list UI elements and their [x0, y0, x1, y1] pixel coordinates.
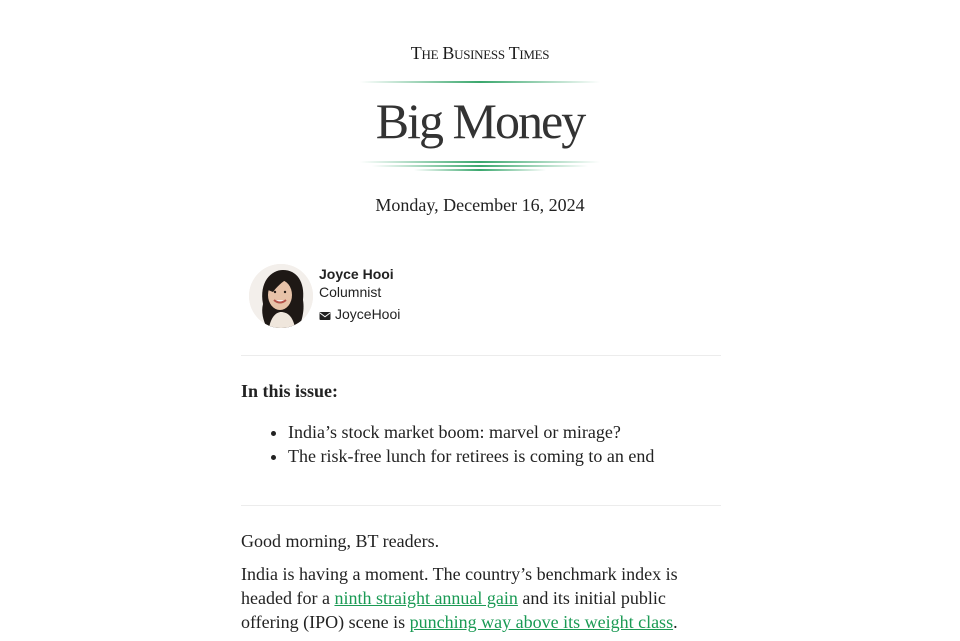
- newsletter-title: Big Money: [375, 93, 585, 149]
- masthead-rule-bottom: [360, 161, 600, 163]
- paragraph-text: and its initial public offering (IPO) scene is: [241, 588, 666, 632]
- link-ninth-straight-annual-gain[interactable]: ninth straight annual gain: [334, 588, 518, 608]
- link-punching-above-weight-class[interactable]: punching way above its weight class: [409, 612, 674, 632]
- greeting: Good morning, BT readers.: [241, 531, 440, 551]
- author-email-link[interactable]: [319, 305, 400, 323]
- avatar: [249, 264, 313, 328]
- section-divider: [241, 505, 721, 506]
- paragraph-text: India is having a moment. The country’s benchmark index is headed for a: [241, 564, 678, 608]
- issue-heading: In this issue:: [241, 381, 339, 401]
- issue-item: • India’s stock market boom: marvel or mirage?: [288, 420, 768, 444]
- author-block: [241, 264, 721, 332]
- issue-list: [241, 420, 768, 468]
- masthead: [0, 40, 960, 217]
- issue-date: Monday, December 16, 2024: [375, 195, 585, 215]
- author-role: Columnist: [319, 284, 382, 300]
- masthead-rule-bottom-3: [414, 169, 546, 171]
- envelope-icon: [319, 308, 331, 320]
- masthead-rule-top: [360, 81, 600, 83]
- author-name: Joyce Hooi: [319, 266, 394, 282]
- publication-brand[interactable]: The Business Times: [410, 43, 550, 63]
- paragraph-text: .: [673, 612, 678, 632]
- masthead-rule-bottom-2: [372, 165, 588, 167]
- author-handle: JoyceHooi: [335, 306, 401, 322]
- body-paragraph: [241, 562, 721, 634]
- issue-item: • The risk-free lunch for retirees is coming to an end: [288, 444, 768, 468]
- section-divider: [241, 355, 721, 356]
